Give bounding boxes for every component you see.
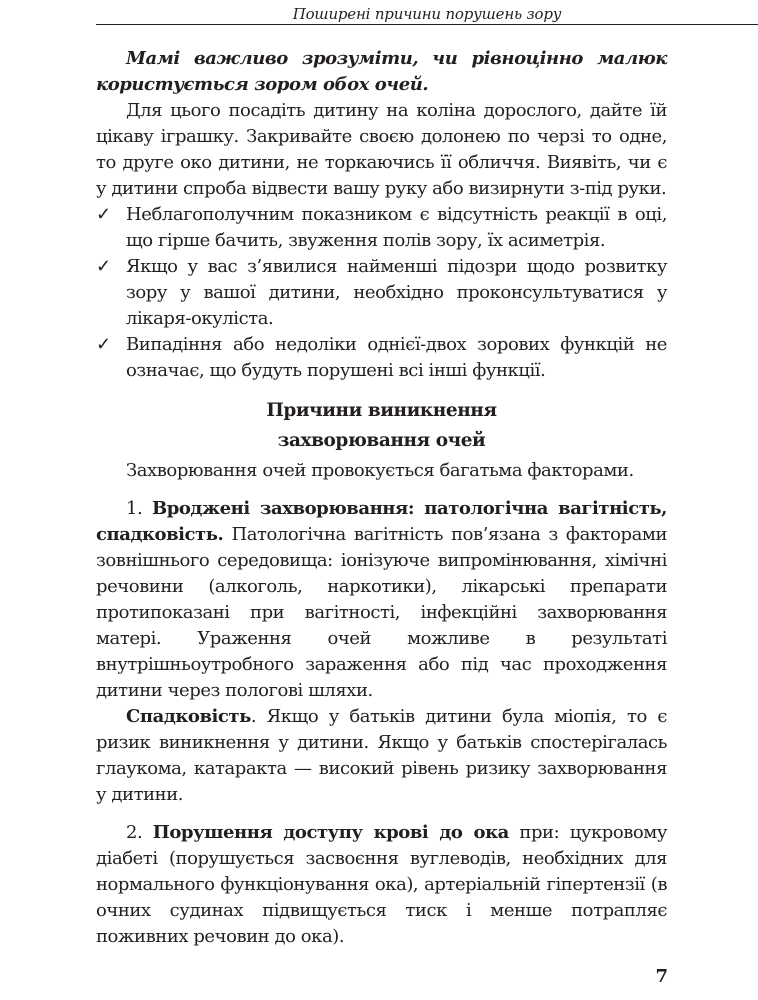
heredity-text: . Якщо у батьків дитини була міопія, то є ризик виникнення у дитини. Якщо у батьків спостерігалась глаукома, катаракта — високий рівень ризику захворювання у дитини.: [96, 706, 667, 805]
checklist-item: [96, 254, 667, 332]
point-2-number: 2.: [126, 822, 153, 843]
intro-paragraph: Для цього посадіть дитину на коліна дорослого, дайте їй цікаву іграшку. Закривайте своєю долонею по черзі то одне, то друге око дитини, не торкаючись її обличчя. Виявіть, чи є у дитини спроба відвести вашу руку або визирнути з-під руки.: [96, 100, 667, 199]
page-body: [96, 46, 667, 950]
point-1: [96, 496, 667, 704]
checklist-item-text: Якщо у вас з’явилися найменші підозри щодо розвитку зору у вашої дитини, необхідно проконсультуватися у лікаря-окуліста.: [126, 256, 667, 329]
checkmark-icon: ✓: [96, 334, 111, 355]
running-header: Поширені причини порушень зору: [96, 0, 758, 25]
section-intro: Захворювання очей провокується багатьма факторами.: [126, 460, 634, 481]
checklist-item-text: Випадіння або недоліки однієї-двох зорових функцій не означає, що будуть порушені всі інші функції.: [126, 334, 667, 381]
checklist-item-text: Неблагополучним показником є відсутність реакції в оці, що гірше бачить, звуження полів зору, їх асиметрія.: [126, 204, 667, 251]
checklist-item: [96, 202, 667, 254]
heredity-paragraph: [96, 704, 667, 808]
section-title-line-2: захворювання очей: [277, 430, 486, 451]
point-1-heading: Вроджені захворювання: патологічна вагітність, спадковість.: [96, 498, 667, 545]
point-2-heading: Порушення доступу крові до ока: [152, 822, 509, 843]
section-title-line-1: Причини виникнення: [266, 400, 497, 421]
page-number: 7: [655, 966, 668, 987]
heredity-heading: Спадковість: [126, 706, 251, 727]
point-2: [96, 820, 667, 950]
section-title: [96, 396, 667, 456]
checkmark-icon: ✓: [96, 204, 111, 225]
point-2-text: при: цукровому діабеті (порушується засвоєння вуглеводів, необхідних для нормального функціонування ока), артеріальній гіпертензії (в очних судинах підвищується тиск і менше потрапляє поживних речовин до ока).: [96, 822, 667, 947]
intro-lead: Мамі важливо зрозуміти, чи рівноцінно малюк користується зором обох очей.: [96, 48, 667, 95]
point-1-text: Патологічна вагітність пов’язана з факторами зовнішнього середовища: іонізуюче випромінювання, хімічні речовини (алкоголь, наркотики), лікарські препарати протипоказані при вагітності, інфекційні захворювання матері. Ураження очей можливе в результаті внутрішньоутробного зараження або під час проходження дитини через пологові шляхи.: [96, 524, 667, 701]
checklist-item: [96, 332, 667, 384]
checklist: [96, 202, 667, 384]
point-1-number: 1.: [126, 498, 152, 519]
checkmark-icon: ✓: [96, 256, 111, 277]
